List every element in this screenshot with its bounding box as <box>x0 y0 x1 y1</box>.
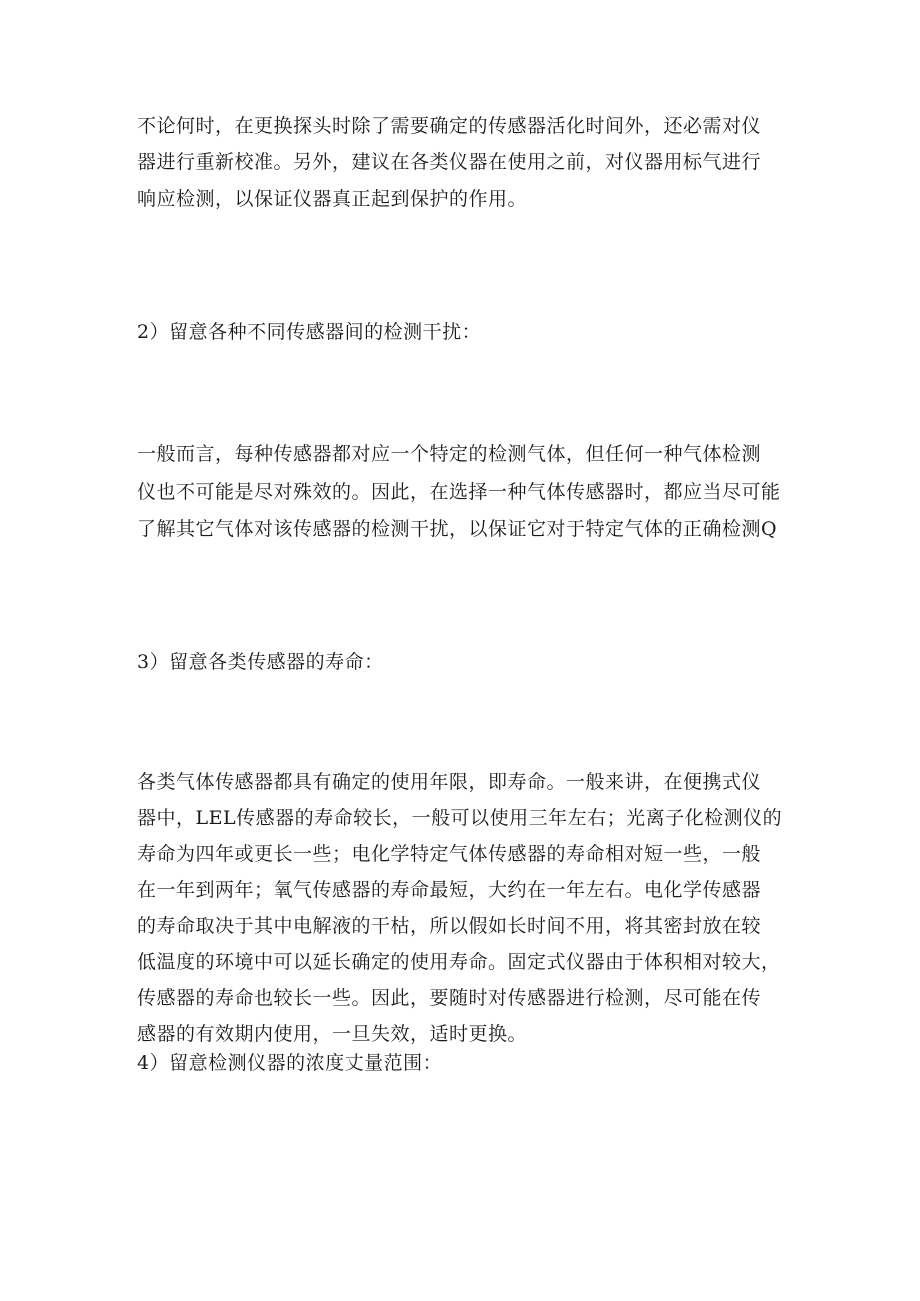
paragraph-3-line-7: 传感器的寿命也较长一些。因此，要随时对传感器进行检测，尽可能在传 <box>137 987 762 1009</box>
paragraph-2-line-3: 了解其它气体对该传感器的检测干扰，以保证它对于特定气体的正确检测Q <box>137 518 778 540</box>
paragraph-3-line-3: 寿命为四年或更长一些；电化学特定气体传感器的寿命相对短一些，一般 <box>137 843 762 865</box>
paragraph-2-line-1: 一般而言，每种传感器都对应一个特定的检测气体，但任何一种气体检测 <box>137 443 762 465</box>
paragraph-3-line-5: 的寿命取决于其中电解液的干枯，所以假如长时间不用，将其密封放在较 <box>137 915 762 937</box>
paragraph-1-line-1: 不论何时，在更换探头时除了需要确定的传感器活化时间外，还必需对仪 <box>137 115 762 137</box>
paragraph-3-line-6: 低温度的环境中可以延长确定的使用寿命。固定式仪器由于体积相对较大， <box>137 951 781 973</box>
paragraph-3-line-1: 各类气体传感器都具有确定的使用年限，即寿命。一般来讲，在便携式仪 <box>137 771 762 793</box>
paragraph-2-line-2: 仪也不可能是尽对殊效的。因此，在选择一种气体传感器时，都应当尽可能 <box>137 481 781 503</box>
paragraph-3-line-4: 在一年到两年；氧气传感器的寿命最短，大约在一年左右。电化学传感器 <box>137 879 762 901</box>
paragraph-1-line-2: 器进行重新校准。另外，建议在各类仪器在使用之前，对仪器用标气进行 <box>137 151 762 173</box>
section-heading-4: 4）留意检测仪器的浓度丈量范围： <box>137 1052 443 1074</box>
paragraph-3-line-2: 器中，LEL传感器的寿命较长，一般可以使用三年左右；光离子化检测仪的 <box>137 807 783 829</box>
section-heading-2: 2）留意各种不同传感器间的检测干扰： <box>137 321 482 343</box>
paragraph-3-line-8: 感器的有效期内使用，一旦失效，适时更换。 <box>137 1023 528 1045</box>
section-heading-3: 3）留意各类传感器的寿命： <box>137 651 384 673</box>
paragraph-1-line-3: 响应检测，以保证仪器真正起到保护的作用。 <box>137 188 528 210</box>
